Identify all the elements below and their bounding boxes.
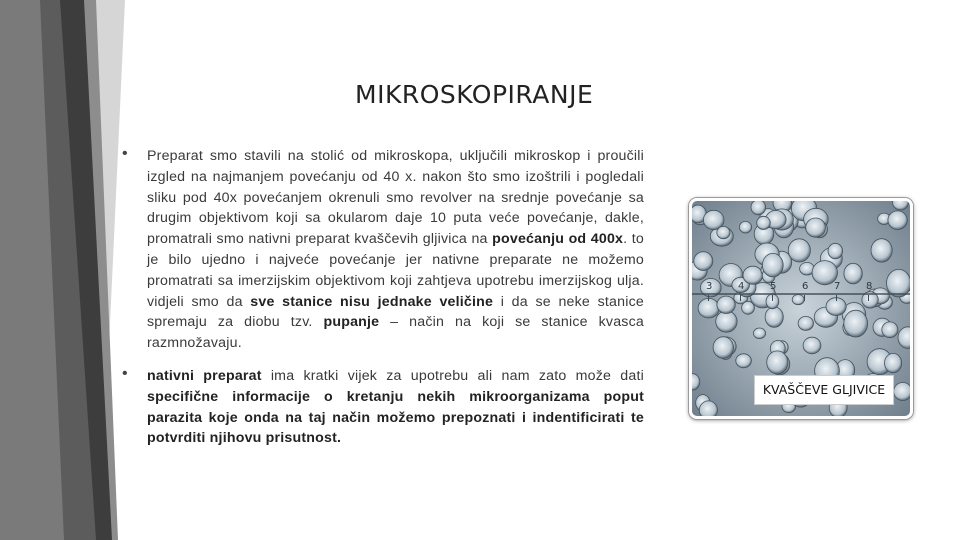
slide-title: MIKROSKOPIRANJE xyxy=(355,80,594,109)
yeast-cell xyxy=(882,322,898,338)
yeast-cell xyxy=(751,201,766,215)
scale-number: 4 xyxy=(738,281,745,292)
bold-text: nativni preparat xyxy=(147,367,262,384)
yeast-cell xyxy=(753,328,765,339)
bullet-list xyxy=(120,146,644,461)
yeast-cell xyxy=(717,296,735,313)
scale-tick xyxy=(740,295,741,301)
yeast-cell xyxy=(887,269,911,297)
bold-text: pupanje xyxy=(323,314,380,331)
bold-text: sve stanice nisu jednake veličine xyxy=(250,293,494,310)
yeast-cell xyxy=(716,311,737,332)
yeast-cell xyxy=(736,354,752,368)
bullet-item xyxy=(120,366,644,449)
yeast-cell xyxy=(844,263,862,284)
scale-tick xyxy=(836,295,837,301)
yeast-cell xyxy=(739,221,751,233)
bullet-dot-icon: • xyxy=(122,145,128,162)
yeast-cell xyxy=(762,253,783,277)
yeast-cell xyxy=(698,298,719,318)
scale-number: 8 xyxy=(866,281,873,292)
yeast-cell xyxy=(767,351,788,374)
scale-tick xyxy=(804,295,805,301)
body-text: Preparat smo stavili na stolić od mikroskopa, uključili mikroskop i proučili izgled na najmanjem povećanju od 40 x. nakon što smo izoštrili i pogledali sliku pod 40x povećanjem okrenuli smo revolver na srednje povećanje sa drugim objektivom koji sa okularom daje 10 puta veće povećanje, dakle, promatrali smo nativni preparat kvaščevih gljivica na xyxy=(147,148,644,248)
yeast-cell xyxy=(871,239,892,262)
body-text: . to je bilo ujedno i najveće povećanje jer nativne preparate ne možemo promatrati sa imerzijskim objektivom koji zahtjeva upotrebu imerzijskog ulja. vidjeli smo da xyxy=(147,231,644,310)
yeast-cell xyxy=(757,216,771,229)
yeast-cell xyxy=(798,316,813,330)
bullet-dot-icon: • xyxy=(122,364,128,382)
scale-tick xyxy=(772,295,773,301)
yeast-cell xyxy=(717,226,730,238)
yeast-cell xyxy=(894,383,910,401)
body-text: ima kratki vijek za upotrebu ali nam zato može dati xyxy=(261,367,644,384)
body-text: i da se neke stanice spremaju za diobu tzv. xyxy=(147,293,644,331)
yeast-cell xyxy=(788,239,810,262)
image-label: KVAŠČEVE GLJIVICE xyxy=(754,375,894,405)
yeast-cell xyxy=(792,295,804,305)
yeast-cell xyxy=(803,337,821,354)
scale-number: 5 xyxy=(770,281,777,292)
yeast-cell xyxy=(742,301,755,314)
yeast-cell xyxy=(806,218,826,237)
yeast-cell xyxy=(885,353,902,372)
bold-text: specifične informacije o kretanju nekih mikroorganizama poput parazita koje onda na taj način možemo prepoznati i indentificirati te potvrditi njihovu prisutnost. xyxy=(147,388,644,447)
scale-number: 3 xyxy=(706,281,713,292)
micrometer-scale-line xyxy=(692,293,910,295)
scale-number: 7 xyxy=(834,281,841,292)
bullet-item xyxy=(120,146,644,354)
yeast-cell xyxy=(694,252,713,271)
bold-text: povećanju od 400x xyxy=(492,231,624,248)
scale-tick xyxy=(868,295,869,301)
scale-tick xyxy=(708,295,709,301)
yeast-cell xyxy=(699,401,717,416)
yeast-cell xyxy=(713,337,733,359)
scale-number: 6 xyxy=(802,281,809,292)
yeast-cell xyxy=(888,211,907,230)
yeast-cell xyxy=(844,310,868,337)
body-text: – način na koji se stanice kvasca razmnožavaju. xyxy=(147,314,644,352)
yeast-cell xyxy=(743,266,763,284)
yeast-cell xyxy=(828,243,843,259)
yeast-cell xyxy=(765,307,783,327)
